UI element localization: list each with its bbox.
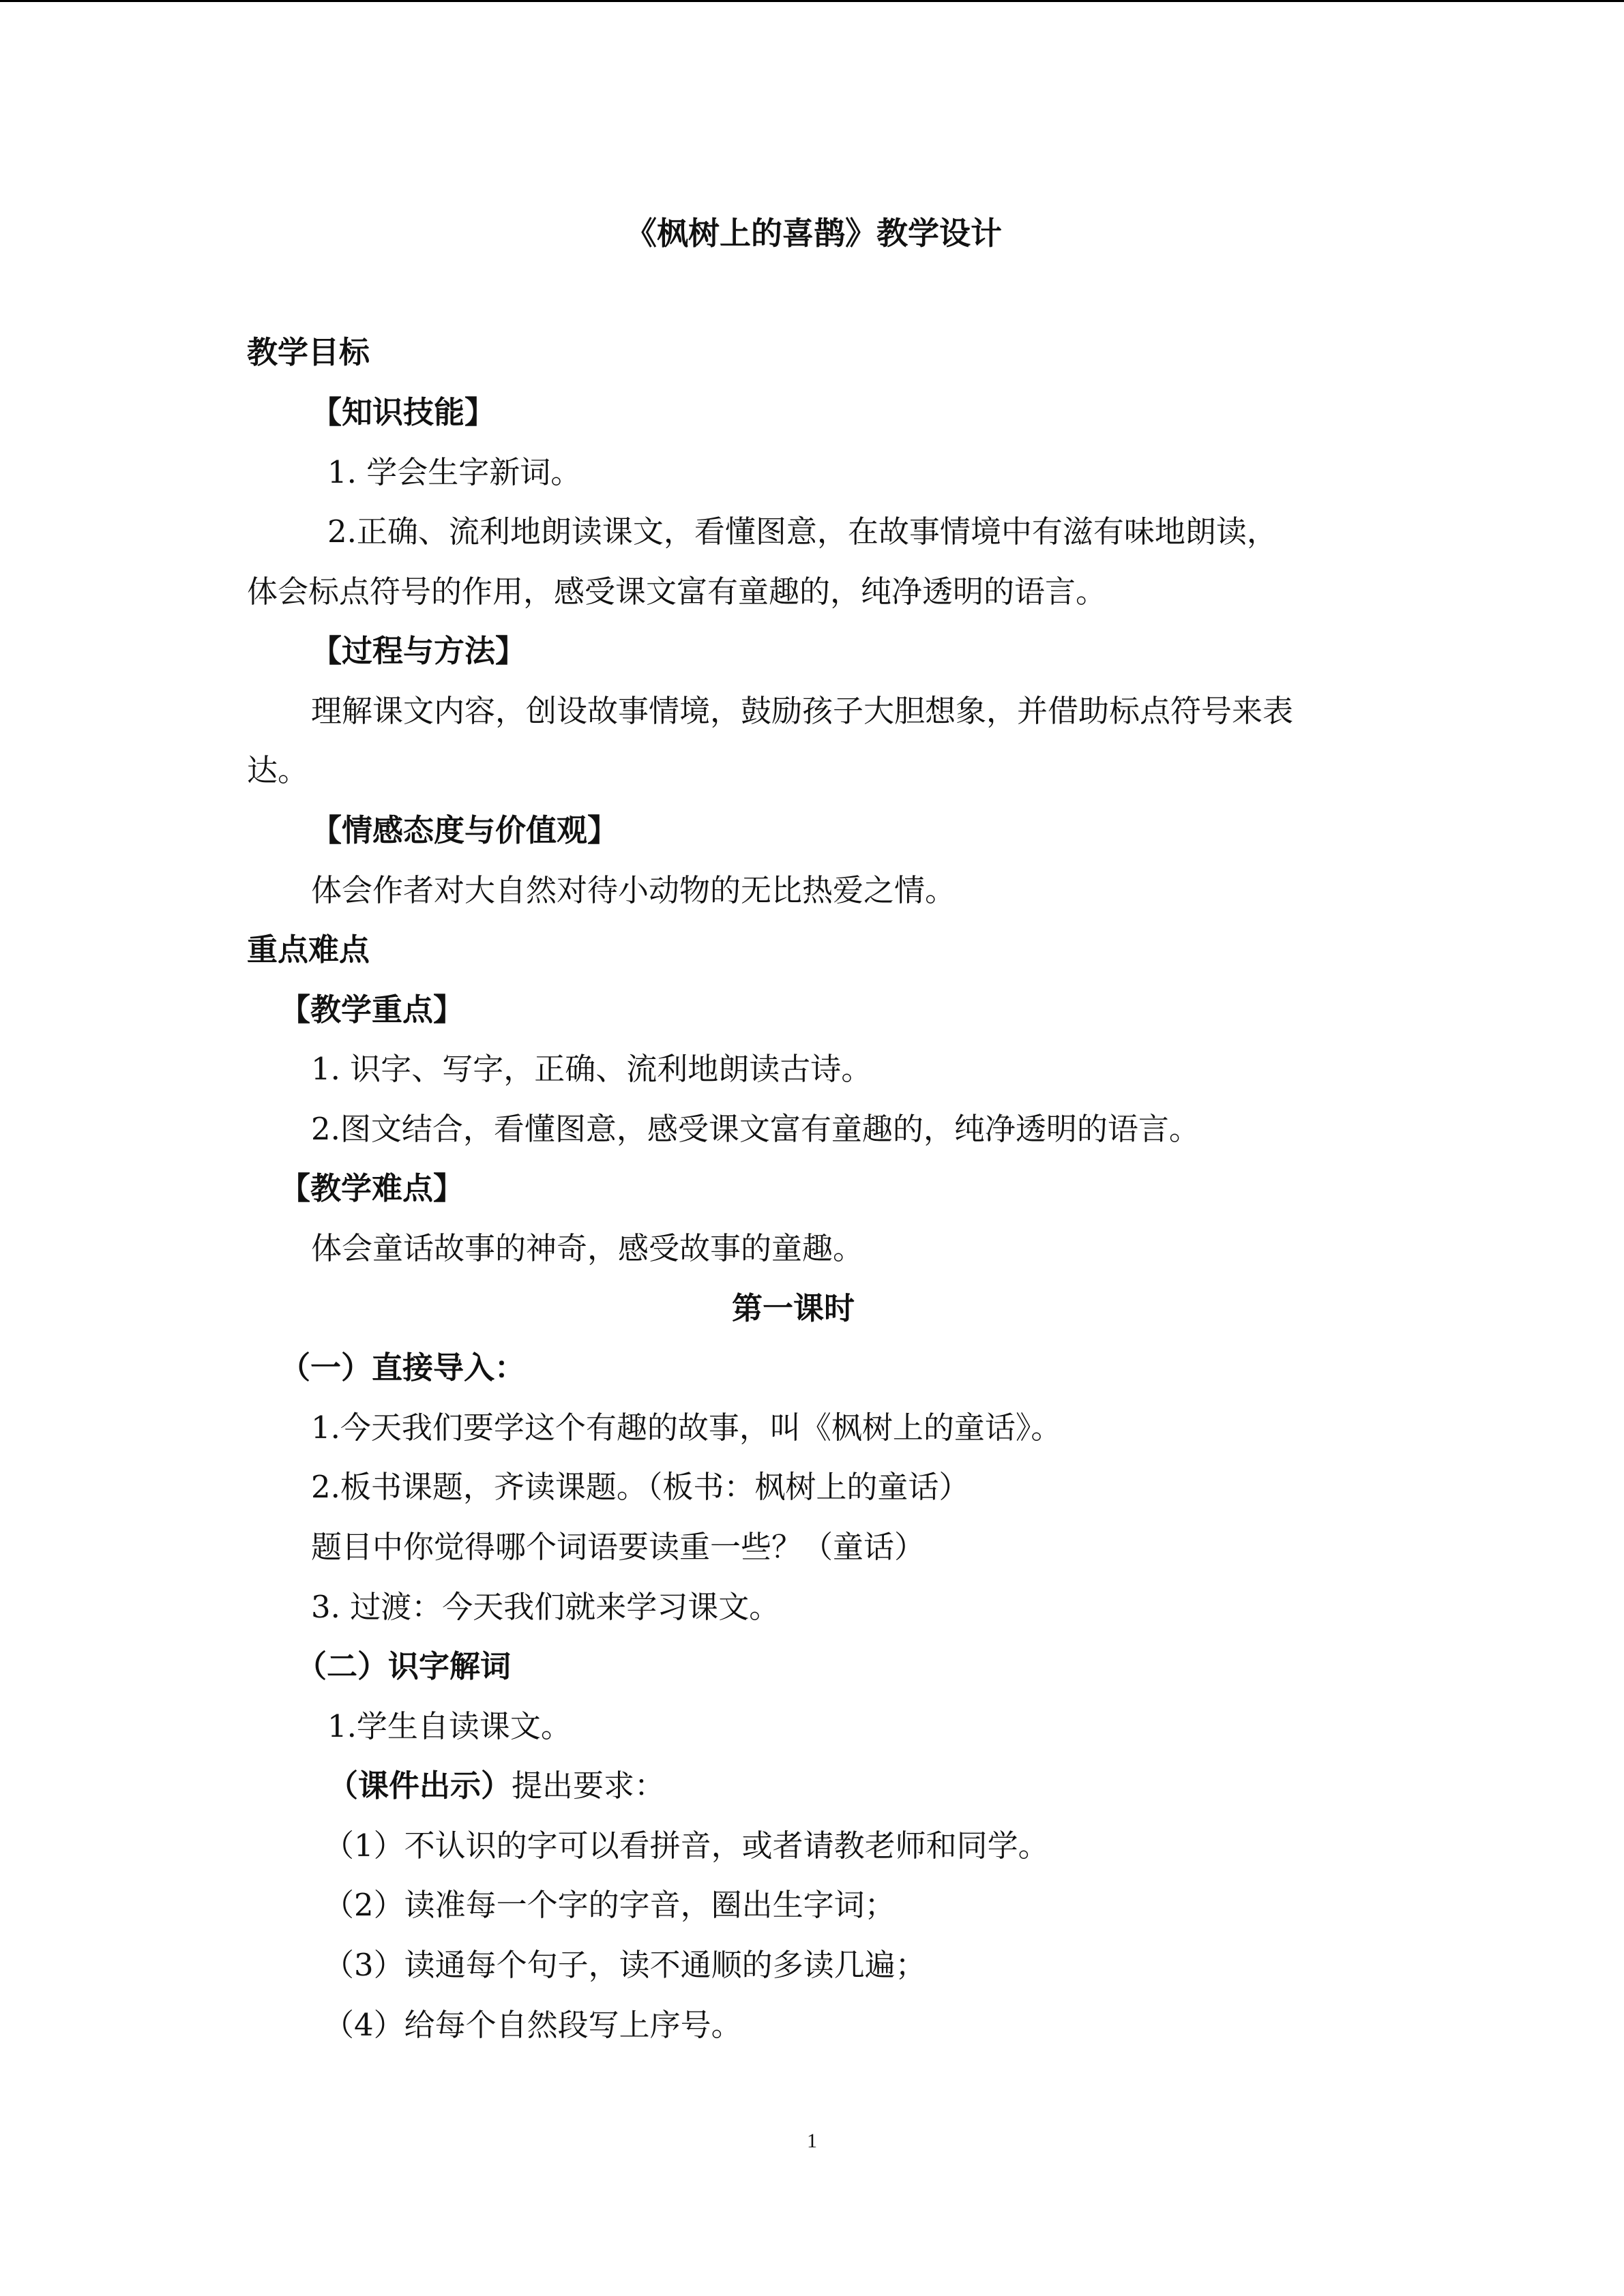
process-text-line1: 理解课文内容，创设故事情境，鼓励孩子大胆想象，并借助标点符号来表 — [311, 693, 1294, 729]
part1-question: 题目中你觉得哪个词语要读重一些？（童话） — [311, 1529, 926, 1565]
knowledge-item-2-line1: 2.正确、流利地朗读课文，看懂图意，在故事情境中有滋有味地朗读， — [327, 513, 1278, 550]
lesson-title: 第一课时 — [732, 1290, 855, 1326]
requirement-2: （2）读准每一个字的字音，圈出生字词； — [323, 1887, 896, 1923]
page-top-border — [0, 0, 1624, 2]
subheading-difficult: 【教学难点】 — [280, 1170, 464, 1206]
section-heading-key-points: 重点难点 — [247, 931, 370, 968]
part1-item-1: 1.今天我们要学这个有趣的故事，叫《枫树上的童话》。 — [311, 1410, 1062, 1446]
part2-item-1: 1.学生自读课文。 — [327, 1708, 572, 1744]
key-item-2: 2.图文结合，看懂图意，感受课文富有童趣的，纯净透明的语言。 — [311, 1111, 1200, 1147]
knowledge-item-2-line2: 体会标点符号的作用，感受课文富有童趣的，纯净透明的语言。 — [247, 573, 1107, 610]
key-item-1: 1. 识字、写字，正确、流利地朗读古诗。 — [311, 1051, 872, 1087]
document-title: 《枫树上的喜鹊》教学设计 — [625, 215, 1002, 252]
part1-heading: （一）直接导入： — [280, 1350, 526, 1386]
part2-heading: （二）识字解词 — [296, 1648, 512, 1684]
process-text-line2: 达。 — [247, 752, 309, 788]
requirement-4: （4）给每个自然段写上序号。 — [323, 2007, 742, 2043]
part1-item-2: 2.板书课题，齐读课题。（板书：枫树上的童话） — [311, 1469, 970, 1505]
subheading-key: 【教学重点】 — [280, 992, 464, 1028]
requirement-1: （1）不认识的字可以看拼音，或者请教老师和同学。 — [323, 1828, 1049, 1864]
courseware-label: （课件出示） — [327, 1768, 512, 1804]
subheading-process: 【过程与方法】 — [311, 633, 527, 669]
difficult-text: 体会童话故事的神奇，感受故事的童趣。 — [311, 1230, 864, 1266]
part1-item-3: 3. 过渡：今天我们就来学习课文。 — [311, 1589, 780, 1625]
requirement-3: （3）读通每个句子，读不通顺的多读几遍； — [323, 1947, 926, 1983]
section-heading-goals: 教学目标 — [247, 334, 370, 370]
subheading-knowledge: 【知识技能】 — [311, 394, 496, 430]
subheading-emotion: 【情感态度与价值观】 — [311, 812, 619, 848]
emotion-text: 体会作者对大自然对待小动物的无比热爱之情。 — [311, 872, 956, 908]
part2-courseware-prompt — [327, 1765, 665, 1806]
courseware-instruction: 提出要求： — [512, 1768, 666, 1804]
knowledge-item-1: 1. 学会生字新词。 — [327, 454, 582, 490]
page-number: 1 — [807, 2130, 817, 2152]
